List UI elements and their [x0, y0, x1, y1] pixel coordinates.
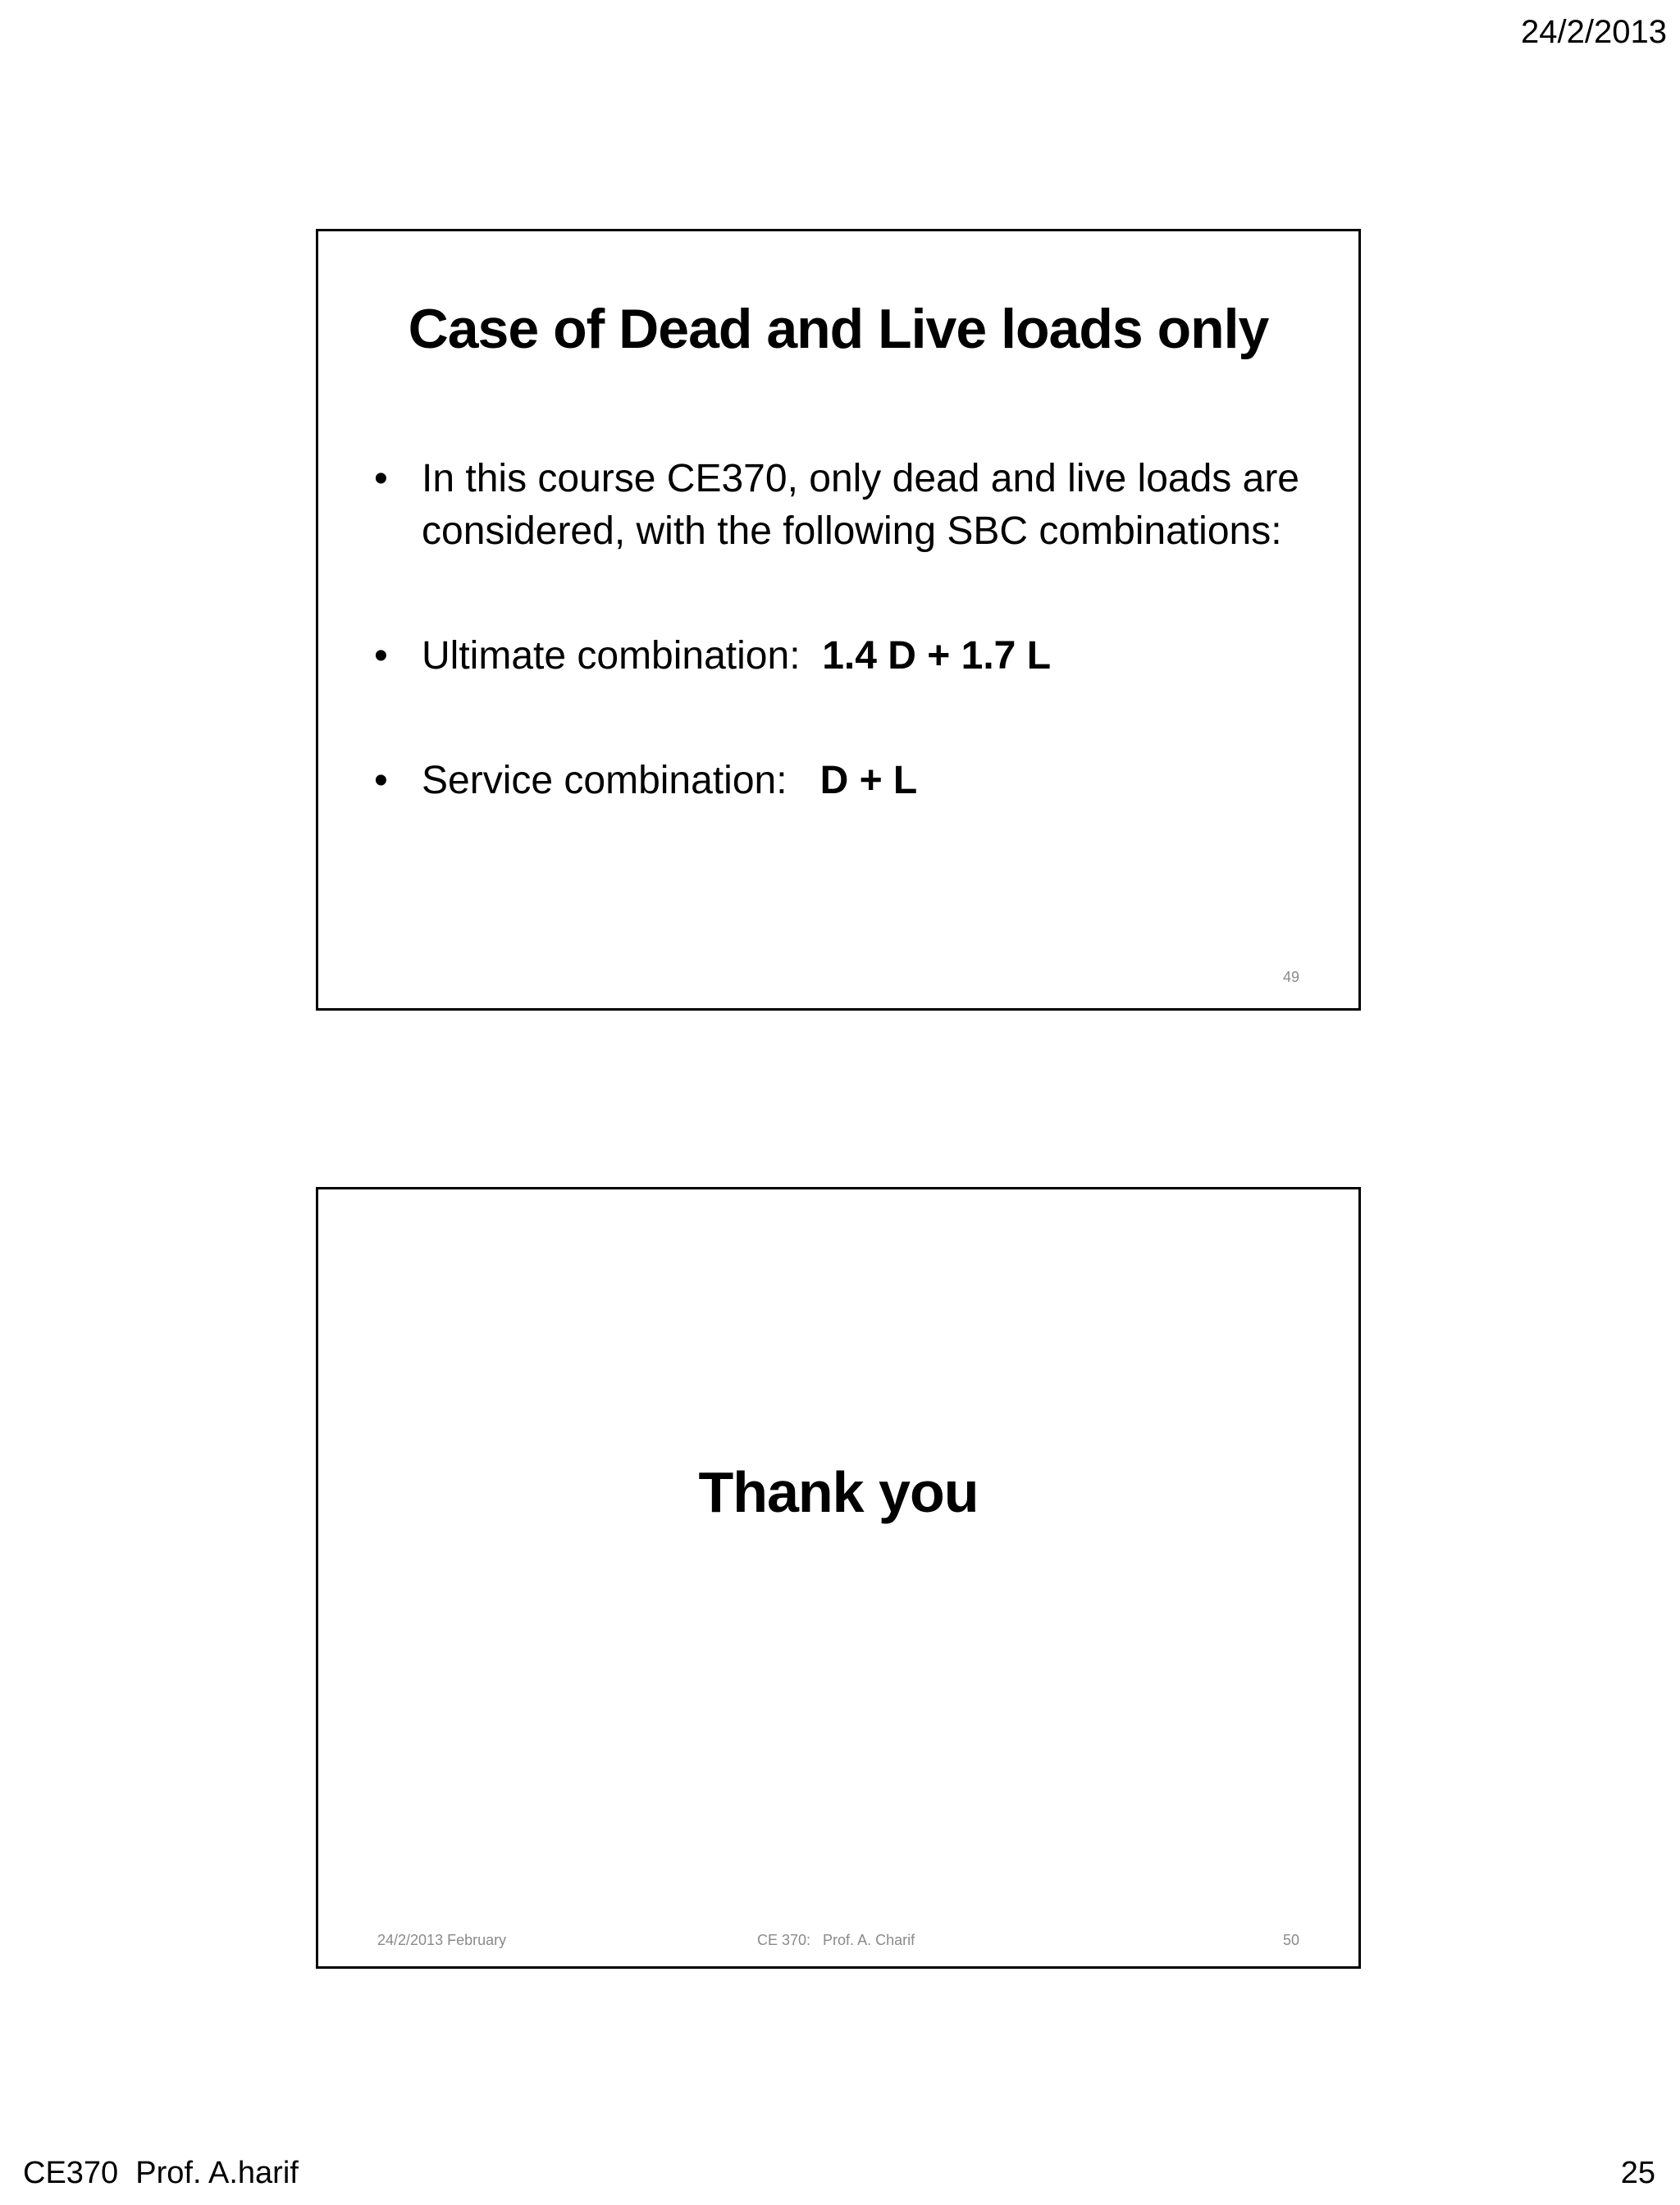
slide-number: 49	[1282, 969, 1299, 985]
slide-title: Thank you	[698, 1460, 979, 1524]
bullet-text: Ultimate combination:	[422, 634, 823, 678]
bullet-item	[374, 755, 1309, 807]
bullet-text: Service combination:	[422, 759, 820, 802]
bullet-item	[374, 630, 1309, 682]
slide-footer-center: CE 370: Prof. A. Charif	[757, 1932, 915, 1948]
slide-title: Case of Dead and Live loads only	[408, 298, 1269, 360]
bullet-icon: •	[374, 759, 388, 802]
page-footer-author: CE370 Prof. A.harif	[23, 2156, 299, 2190]
page-number: 25	[1620, 2156, 1655, 2190]
page-date: 24/2/2013	[1521, 14, 1667, 50]
bullet-item	[374, 453, 1309, 558]
slide-footer-date: 24/2/2013 February	[377, 1932, 507, 1948]
slide-50	[316, 1187, 1361, 1969]
bullet-text: In this course CE370, only dead and live loads are considered, with the following SBC combinations:	[422, 457, 1299, 553]
bullet-icon: •	[374, 634, 388, 678]
bullet-icon: •	[374, 457, 388, 500]
bullet-list	[374, 453, 1309, 879]
slide-number: 50	[1282, 1932, 1299, 1948]
service-combination-formula: D + L	[819, 759, 918, 802]
slide-49	[316, 229, 1361, 1011]
ultimate-combination-formula: 1.4 D + 1.7 L	[822, 634, 1052, 678]
